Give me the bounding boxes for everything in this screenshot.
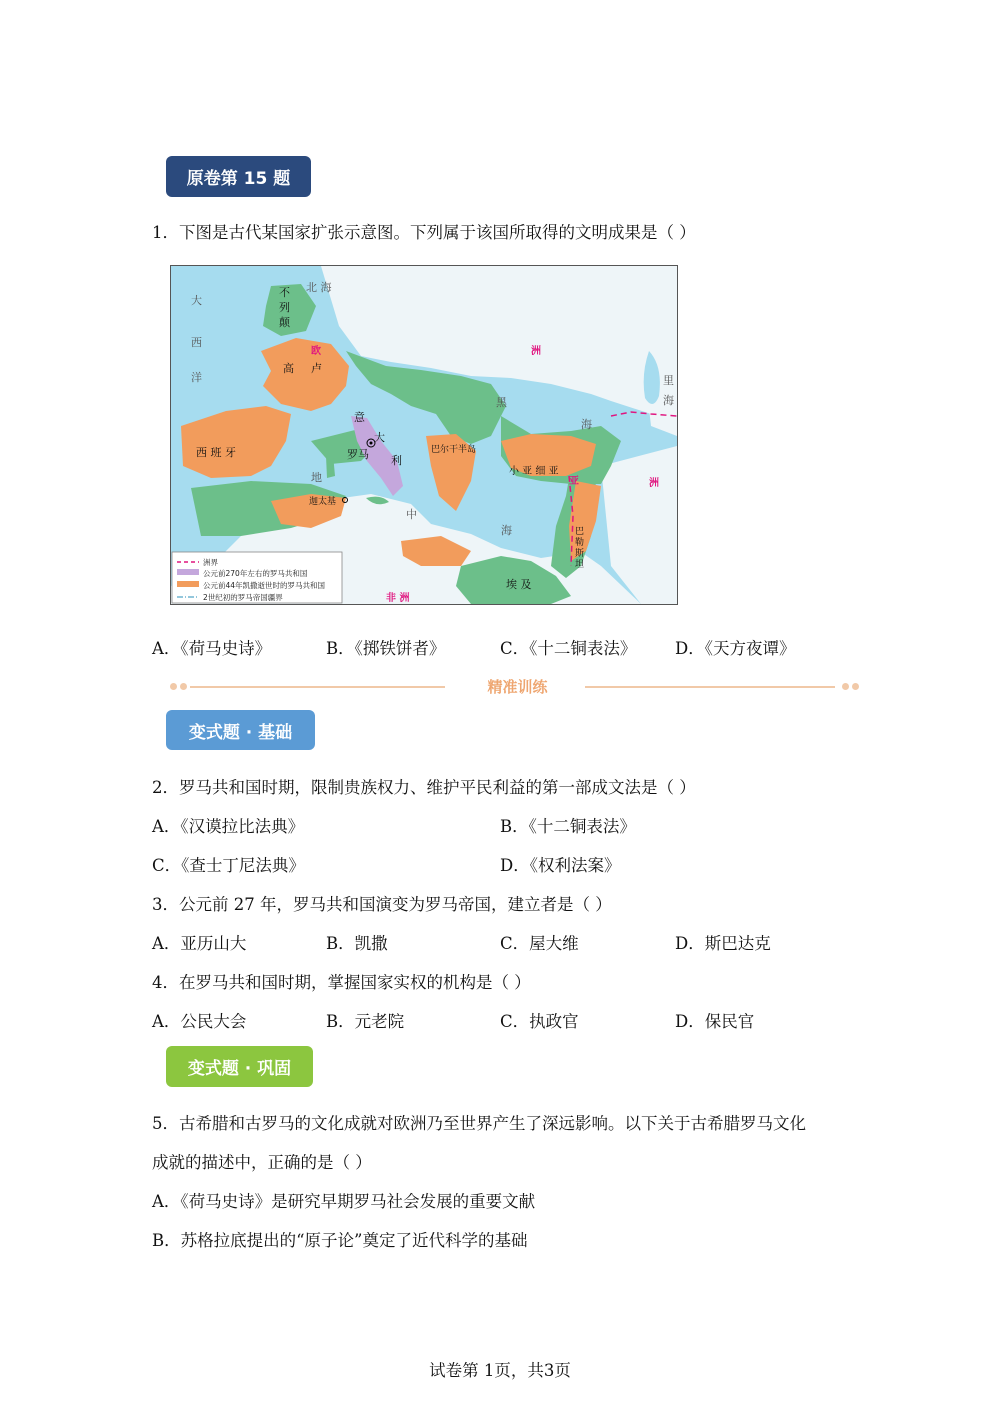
map-label-li-ocean: 里 bbox=[663, 374, 674, 387]
map-label-dali: 大 bbox=[374, 431, 385, 444]
q1-option-b[interactable]: B．《掷铁饼者》 bbox=[326, 639, 446, 658]
legend-empire-2nd-century: 2世纪初的罗马帝国疆界 bbox=[203, 593, 283, 602]
question-1-stem: 1．下图是古代某国家扩张示意图。下列属于该国所取得的文明成果是（ ） bbox=[152, 223, 696, 242]
map-label-hei: 黑 bbox=[496, 396, 507, 409]
q4-option-d[interactable]: D．保民官 bbox=[675, 1012, 755, 1031]
question-5-stem-line-2: 成就的描述中，正确的是（ ） bbox=[152, 1153, 372, 1172]
map-label-yi: 意 bbox=[354, 411, 365, 424]
map-label-yang: 洋 bbox=[191, 371, 202, 384]
map-label-da: 大 bbox=[191, 294, 202, 307]
q3-option-b[interactable]: B．凯撒 bbox=[326, 934, 388, 953]
map-label-gallia-2: 卢 bbox=[311, 362, 322, 375]
q3-option-c[interactable]: C．屋大维 bbox=[500, 934, 579, 953]
map-label-zhong: 中 bbox=[406, 508, 417, 521]
map-label-xi: 西 bbox=[191, 336, 202, 349]
section-tag-original: 原卷第 15 题 bbox=[166, 156, 311, 197]
map-label-balkan: 巴尔干半岛 bbox=[431, 445, 477, 455]
section-tag-consolidate: 变式题 · 巩固 bbox=[166, 1046, 313, 1087]
map-label-li: 利 bbox=[391, 454, 402, 467]
q4-option-b[interactable]: B．元老院 bbox=[326, 1012, 405, 1031]
map-label-hai-med: 海 bbox=[501, 524, 512, 537]
q4-option-a[interactable]: A．公民大会 bbox=[152, 1012, 247, 1031]
map-label-hai-black: 海 bbox=[581, 418, 592, 431]
map-label-hai-caspian: 海 bbox=[663, 394, 674, 407]
map-label-palestine-4: 坦 bbox=[575, 560, 585, 570]
divider-label: 精准训练 bbox=[487, 678, 548, 696]
roman-expansion-map bbox=[170, 265, 678, 605]
q5-option-a[interactable]: A．《荷马史诗》是研究早期罗马社会发展的重要文献 bbox=[152, 1192, 536, 1211]
section-divider bbox=[170, 676, 860, 698]
map-label-palestine-1: 巴 bbox=[575, 527, 585, 537]
question-4-stem: 4．在罗马共和国时期，掌握国家实权的机构是（ ） bbox=[152, 973, 531, 992]
legend-continent-boundary: 洲界 bbox=[203, 558, 218, 567]
map-label-spain: 西 班 牙 bbox=[196, 446, 236, 459]
map-label-palestine-3: 斯 bbox=[575, 549, 585, 559]
q2-option-d[interactable]: D．《权利法案》 bbox=[500, 856, 621, 875]
map-label-zhou-asia: 洲 bbox=[649, 478, 659, 489]
map-legend bbox=[172, 552, 342, 603]
map-label-rome: 罗马 bbox=[347, 448, 369, 461]
map-label-asia-minor: 小 亚 细 亚 bbox=[509, 466, 559, 477]
map-label-britain-3: 颠 bbox=[279, 316, 290, 329]
map-label-gallia-1: 高 bbox=[283, 362, 294, 375]
map-label-carthage: 迦太基 bbox=[309, 497, 337, 507]
map-label-bei-hai: 北 海 bbox=[306, 281, 332, 294]
map-label-britain-1: 不 bbox=[279, 286, 290, 299]
question-3-stem: 3．公元前 27 年，罗马共和国演变为罗马帝国，建立者是（ ） bbox=[152, 895, 612, 914]
map-label-britain-2: 列 bbox=[279, 301, 290, 314]
legend-republic-270bc: 公元前270年左右的罗马共和国 bbox=[203, 569, 308, 578]
q4-option-c[interactable]: C．执政官 bbox=[500, 1012, 579, 1031]
map-label-zhou-eu: 洲 bbox=[531, 346, 541, 357]
q1-option-d[interactable]: D．《天方夜谭》 bbox=[675, 639, 796, 658]
question-5-stem-line-1: 5．古希腊和古罗马的文化成就对欧洲乃至世界产生了深远影响。以下关于古希腊罗马文化 bbox=[152, 1114, 806, 1133]
map-label-ya: 亚 bbox=[569, 476, 579, 487]
map-label-palestine-2: 勒 bbox=[575, 538, 585, 548]
q2-option-a[interactable]: A．《汉谟拉比法典》 bbox=[152, 817, 305, 836]
q5-option-b[interactable]: B．苏格拉底提出的“原子论”奠定了近代科学的基础 bbox=[152, 1231, 528, 1250]
legend-republic-44bc: 公元前44年凯撒逝世时的罗马共和国 bbox=[203, 581, 326, 590]
q2-option-c[interactable]: C．《查士丁尼法典》 bbox=[152, 856, 305, 875]
q1-option-c[interactable]: C．《十二铜表法》 bbox=[500, 639, 637, 658]
question-2-stem: 2．罗马共和国时期，限制贵族权力、维护平民利益的第一部成文法是（ ） bbox=[152, 778, 696, 797]
map-label-ou: 欧 bbox=[311, 346, 321, 357]
map-label-egypt: 埃 及 bbox=[506, 578, 532, 591]
page-footer: 试卷第 1页，共3页 bbox=[429, 1361, 571, 1380]
map-label-africa: 非 洲 bbox=[386, 593, 410, 604]
q3-option-d[interactable]: D．斯巴达克 bbox=[675, 934, 771, 953]
section-tag-basic: 变式题 · 基础 bbox=[166, 710, 315, 750]
q1-option-a[interactable]: A．《荷马史诗》 bbox=[152, 639, 272, 658]
map-label-di: 地 bbox=[311, 471, 322, 484]
q2-option-b[interactable]: B．《十二铜表法》 bbox=[500, 817, 636, 836]
q3-option-a[interactable]: A．亚历山大 bbox=[152, 934, 247, 953]
